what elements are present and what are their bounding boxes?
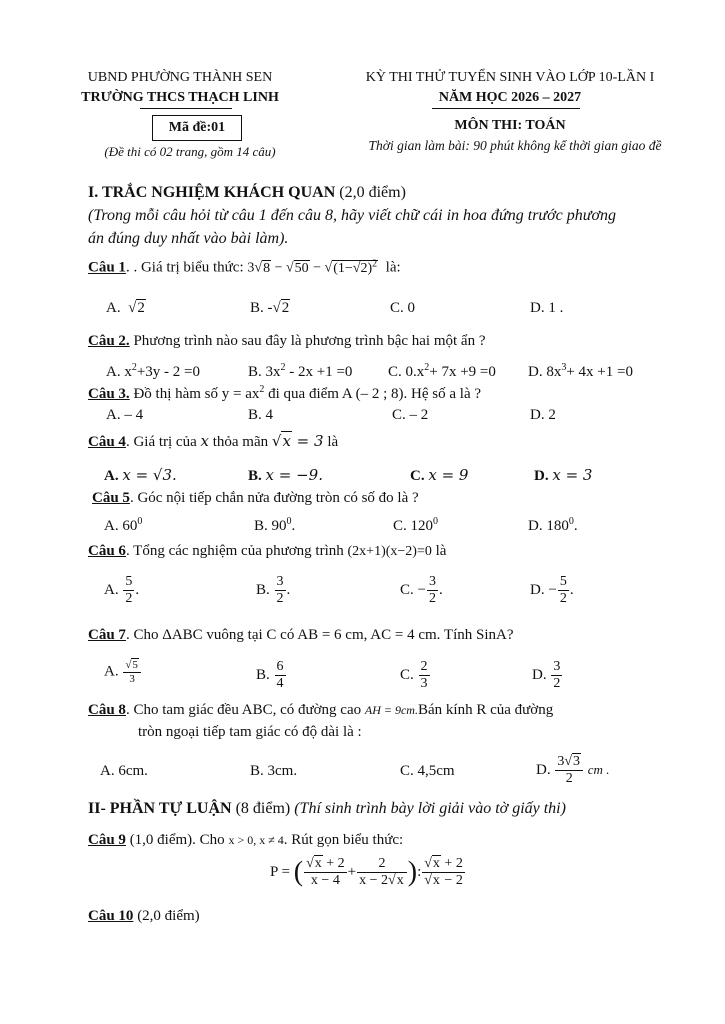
q10-text: (2,0 điểm) [133, 908, 200, 924]
q1-option-d: D. 1 . [530, 300, 564, 316]
q6-a-label: A. [104, 582, 119, 599]
q8-option-d: D. $\frac{3√3}{2}$ cm . [536, 754, 610, 787]
q4-d-value: x = 3 [552, 466, 593, 484]
q9-label: Câu 9 [88, 832, 126, 848]
q10-label: Câu 10 [88, 908, 134, 924]
question-3: Câu 3. Đồ thị hàm số $y = ax^2$ đi qua điểm A (– 2 ; 8). Hệ số a là ? [88, 384, 482, 402]
question-6 [88, 543, 446, 560]
q4-c-label: C. [410, 468, 429, 484]
q8-option-b: B. 3cm. [250, 763, 298, 779]
q2-text: Phương trình nào sau đây là phương trình bậc hai một ẩn ? [129, 333, 486, 349]
q5-c: C. 120 [393, 518, 434, 534]
q2-option-a: A. $x^2+3y - 2 =0$ [106, 362, 201, 380]
q2-a2: +3y - 2 =0 [136, 364, 201, 380]
q4-option-b [248, 466, 323, 485]
q3-option-a: A. – 4 [106, 407, 144, 423]
q6-option-b: B. $\frac{3}{2}$ . [256, 574, 291, 607]
q5-label: Câu 5 [92, 490, 130, 506]
q6-option-a: A. $\frac{5}{2}$ . [104, 574, 140, 607]
q7-label: Câu 7 [88, 627, 126, 643]
q1-text: . . Giá trị biểu thức: [125, 259, 248, 276]
q8-ah: AH = 9cm. [364, 703, 418, 717]
q5-option-c: C. $120^0$ [393, 516, 439, 534]
q5-option-d: D. $180^0$. [528, 516, 578, 534]
q7-option-c: C. $\frac{2}{3}$ [400, 659, 428, 692]
q5-option-a: A. $60^0$ [104, 516, 143, 534]
part1-instruction-2: án đúng duy nhất vào bài làm). [88, 230, 289, 247]
q9-expression: P = ( $\frac{√x + 2}{x - 4}$ + $\frac{2}{x - 2√x}$ ): $\frac{√x + 2}{√x - 2}$ [270, 856, 463, 889]
q4-text3: là [323, 434, 339, 450]
q2-option-b: B. $3x^2 - 2x +1 =0$ [248, 362, 353, 380]
school-authority: UBND PHƯỜNG THÀNH SEN [87, 70, 273, 85]
q8-text1: . Cho tam giác đều ABC, có đường cao [125, 702, 365, 718]
exam-page-note: (Đề thi có 02 trang, gồm 14 câu) [104, 144, 276, 159]
q3-text2: đi qua điểm A (– 2 ; 8). Hệ số a là ? [264, 386, 482, 402]
question-5 [92, 490, 419, 507]
q5-d: D. 180 [528, 518, 569, 534]
q2-c1: C. 0.x [388, 364, 425, 380]
q1-a-label: A. [106, 300, 121, 316]
q4-a-value: x = √3. [122, 466, 177, 484]
q6-label: Câu 6 [88, 543, 126, 559]
q4-option-a [104, 466, 177, 485]
header-underline-right [432, 108, 580, 109]
q1-option-a: A. √2 [106, 300, 145, 316]
q8-text2: Bán kính R của đường [417, 702, 554, 718]
q1-b-label: B. - [250, 300, 273, 316]
q2-option-c: C. $0.x^2+ 7x +9 =0$ [388, 362, 496, 380]
q3-label: Câu 3. [88, 386, 130, 402]
q5-a: A. 60 [104, 518, 138, 534]
q2-b1: B. 3x [248, 364, 281, 380]
q6-c-label: C. [400, 582, 414, 599]
part2-title [88, 800, 566, 818]
q2-c2: + 7x +9 =0 [429, 364, 496, 380]
q4-var: x [200, 432, 209, 450]
question-7 [88, 627, 513, 644]
q7-option-d: D. $\frac{3}{2}$ [532, 659, 561, 692]
school-name: TRƯỜNG THCS THẠCH LINH [81, 90, 279, 105]
q3-text1: Đồ thị hàm số y = ax [129, 386, 260, 402]
q4-b-label: B. [248, 468, 266, 484]
q1-expression: $3√8 - √50 - √(1-√2)^2$ [247, 258, 378, 276]
q4-b-value: x = −9. [265, 466, 323, 484]
exam-title: KỲ THI THỬ TUYỂN SINH VÀO LỚP 10-LẦN I [365, 70, 655, 85]
q4-text: . Giá trị của [125, 434, 201, 450]
q2-label: Câu 2. [88, 333, 130, 349]
q3-option-d: D. 2 [530, 407, 556, 423]
q6-option-d: D. − $\frac{5}{2}$ . [530, 574, 574, 607]
q6-b-label: B. [256, 582, 270, 599]
q6-equation: (2x+1)(x−2)=0 [347, 544, 432, 559]
q2-d2: + 4x +1 =0 [566, 364, 633, 380]
school-year: NĂM HỌC 2026 – 2027 [438, 90, 582, 105]
q4-option-d [534, 466, 592, 485]
q8-d-unit: cm . [587, 762, 610, 778]
q2-b2: - 2x +1 =0 [285, 364, 353, 380]
q4-a-label: A. [104, 468, 123, 484]
q7-a-label: A. [104, 663, 119, 680]
q6-option-c: C. − $\frac{3}{2}$ . [400, 574, 443, 607]
q8-option-a: A. 6cm. [100, 763, 148, 779]
q1-option-c: C. 0 [390, 300, 416, 316]
question-8 [88, 702, 553, 719]
part1-title [88, 184, 406, 202]
q5-b: B. 90 [254, 518, 287, 534]
part2-note: (Thí sinh trình bày lời giải vào tờ giấy thi) [290, 800, 566, 817]
q6-d-label: D. [530, 582, 545, 599]
q7-option-b: B. $\frac{6}{4}$ [256, 659, 284, 692]
q4-label: Câu 4 [88, 434, 126, 450]
subject-title: MÔN THI: TOÁN [454, 118, 566, 133]
q7-d-label: D. [532, 667, 547, 684]
q7-c-label: C. [400, 667, 414, 684]
q7-b-label: B. [256, 667, 270, 684]
q8-text-line2: tròn ngoại tiếp tam giác có độ dài là : [138, 724, 362, 740]
header-underline-left [140, 108, 232, 109]
q1-option-b: B. -√2 [250, 300, 290, 316]
q4-d-label: D. [534, 468, 553, 484]
q2-a1: A. x [106, 364, 132, 380]
question-4 [88, 432, 338, 451]
q1-label: Câu 1 [88, 259, 126, 276]
question-10 [88, 908, 200, 925]
q4-c-value: x = 9 [428, 466, 469, 484]
q8-d-label: D. [536, 762, 551, 779]
q7-option-a: A. $\frac{√5}{3}$ [104, 659, 142, 685]
question-9 [88, 832, 403, 849]
part1-points: (2,0 điểm) [335, 184, 406, 201]
q2-d1: D. 8x [528, 364, 562, 380]
q9-text1: (1,0 điểm). Cho [125, 832, 229, 848]
q2-option-d: D. $8x^3+ 4x +1 =0$ [528, 362, 633, 380]
time-note: Thời gian làm bài: 90 phút không kể thời gian giao đề [368, 138, 662, 153]
q5-option-b: B. $90^0$. [254, 516, 296, 534]
part2-title-bold: II- PHẦN TỰ LUẬN [88, 800, 232, 817]
q4-eq: √x = 3 [271, 432, 324, 450]
q3-option-b: B. 4 [248, 407, 274, 423]
q1-tail: là: [385, 259, 401, 276]
q7-text: . Cho ΔABC vuông tại C có AB = 6 cm, AC = 4 cm. Tính SinA? [125, 627, 514, 643]
q6-text: . Tổng các nghiệm của phương trình [125, 543, 348, 559]
part1-title-bold: I. TRẮC NGHIỆM KHÁCH QUAN [88, 184, 336, 201]
part1-instruction-1: (Trong mỗi câu hỏi từ câu 1 đến câu 8, hãy viết chữ cái in hoa đứng trước phương [88, 207, 617, 224]
q4-option-c [410, 466, 468, 485]
exam-code-box: Mã đề:01 [152, 115, 242, 141]
q9-text2: . Rút gọn biểu thức: [283, 832, 404, 848]
q5-text: . Góc nội tiếp chắn nửa đường tròn có số đo là ? [129, 490, 419, 506]
q6-tail: là [431, 543, 447, 559]
q9-condition: x > 0, x ≠ 4 [228, 833, 284, 847]
q4-text2: thỏa mãn [208, 434, 272, 450]
q8-option-c: C. 4,5cm [400, 763, 455, 779]
q8-label: Câu 8 [88, 702, 126, 718]
question-1 [88, 258, 401, 277]
part2-points: (8 điểm) [231, 800, 291, 817]
question-2 [88, 333, 486, 350]
q3-option-c: C. – 2 [392, 407, 429, 423]
